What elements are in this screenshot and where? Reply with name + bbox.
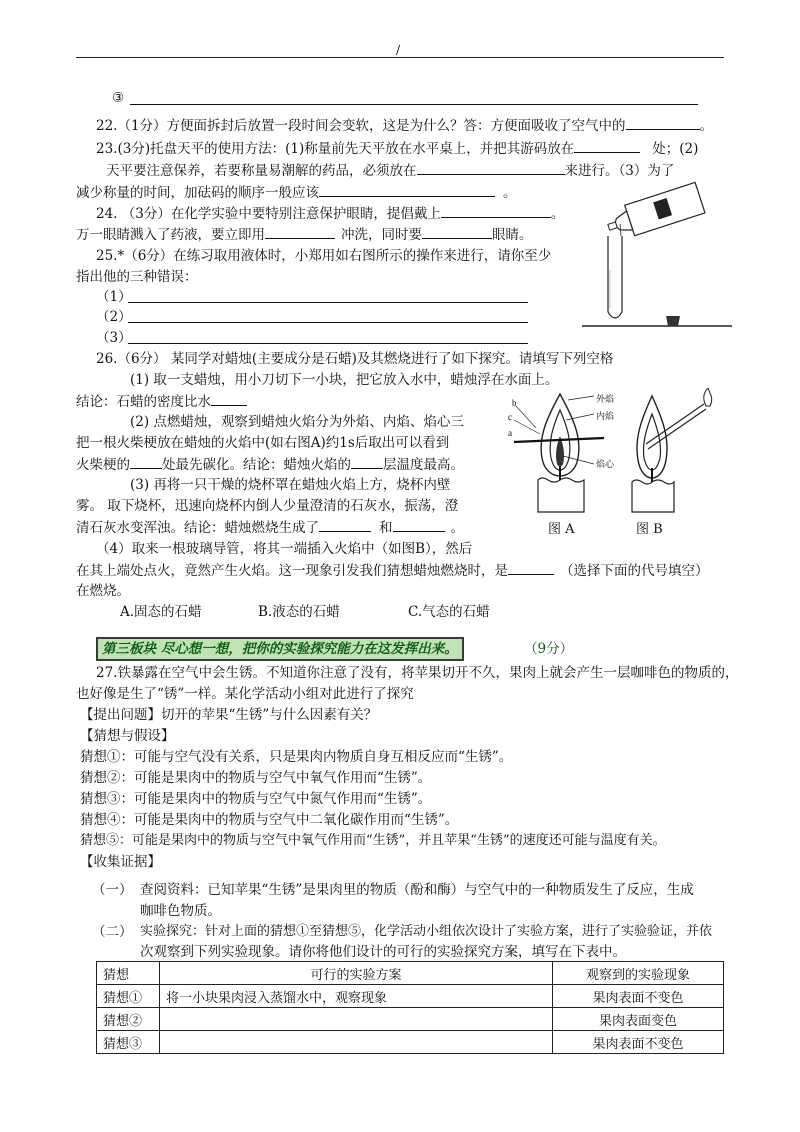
- q26-2-blank1[interactable]: [130, 454, 162, 469]
- experiment-table: [96, 961, 724, 1054]
- q27-ask: 【提出问题】切开的苹果“生锈”与什么因素有关？: [80, 707, 378, 723]
- q22: 22.（1分）方便面拆封后放置一段时间会变软，这是为什么？答：方便面吸收了空气中的 。: [96, 115, 713, 136]
- header-hypothesis: 猜想: [97, 962, 160, 985]
- q26-1: (1) 取一支蜡烛，用小刀切下一小块，把它放入水中，蜡烛浮在水面上。: [130, 372, 559, 388]
- q26-1-blank[interactable]: [211, 391, 247, 406]
- q27-e2b: 次观察到下列实验现象。请你将他们设计的可行的实验探究方案，填写在下表中。: [140, 944, 626, 960]
- header-plan: 可行的实验方案: [160, 962, 553, 985]
- q24-blank2[interactable]: [265, 224, 335, 239]
- q27-guess4: 猜想④：可能是果肉中的物质与空气中二氧化碳作用而“生锈”。: [80, 812, 459, 828]
- q27-guess3: 猜想③：可能是果肉中的物质与空气中氮气作用而“生锈”。: [80, 791, 432, 807]
- q24-blank1[interactable]: [441, 203, 551, 218]
- header-observation: 观察到的实验现象: [553, 962, 724, 985]
- q27-guess2: 猜想②：可能是果肉中的物质与空气中氧气作用而“生锈”。: [80, 770, 432, 786]
- q26-intro: 26.（6分） 某同学对蜡烛(主要成分是石蜡)及其燃烧进行了如下探究。请填写下列空格: [96, 351, 614, 367]
- q27-e1b: 咖啡色物质。: [140, 903, 221, 919]
- q23-line1: 23.(3分)托盘天平的使用方法：(1)称量前先天平放在水平桌上，并把其游码放在 处；(2): [96, 138, 698, 159]
- q25-2-blank[interactable]: [128, 322, 528, 323]
- option-a: A.固态的石蜡: [120, 604, 202, 620]
- section3-score: （9分）: [524, 641, 574, 657]
- q23-blank1[interactable]: [574, 138, 640, 153]
- table-row: [97, 1031, 724, 1054]
- label-a: a: [508, 428, 512, 438]
- q25-line1: 25.*（6分）在练习取用液体时，小郑用如右图所示的操作来进行，请你至少: [96, 248, 552, 264]
- q27-p2: 也好像是生了“锈”一样。某化学活动小组对此进行了探究: [76, 686, 414, 702]
- pouring-figure: [582, 180, 732, 330]
- section3-title: 第三板块 尽心想一想，把你的实验探究能力在这发挥出来。: [96, 637, 464, 661]
- label-c: c: [508, 412, 512, 422]
- q23-line3: 减少称量的时间，加砝码的顺序一般应该 。: [76, 182, 517, 203]
- q27-evidence: 【收集证据】: [80, 854, 161, 870]
- q27-e2a: 实验探究：针对上面的猜想①至猜想⑤，化学活动小组依次设计了实验方案，进行了实验验证，并依: [140, 924, 713, 939]
- q24-line1: 24. （3分）在化学实验中要特别注意保护眼睛，提倡戴上 。: [96, 203, 564, 224]
- q26-4a: （4）取来一根玻璃导管，将其一端插入火焰中（如图B），然后: [96, 541, 473, 557]
- header-rule: [76, 57, 724, 58]
- q26-4-blank[interactable]: [508, 560, 554, 575]
- label-flame-core: 焰心: [596, 460, 615, 470]
- q25-2-label: （2）: [96, 309, 132, 325]
- q23-blank3[interactable]: [319, 182, 495, 197]
- q27-e1a: 查阅资料：已知苹果“生锈”是果肉里的物质（酚和酶）与空气中的一种物质发生了反应，生成: [140, 882, 694, 898]
- cell-hypothesis: 猜想①: [97, 985, 160, 1008]
- candle-figure-b: [622, 388, 722, 514]
- q25-1-blank[interactable]: [128, 302, 528, 303]
- q27-e1-num: （一）: [92, 882, 133, 898]
- q27-p1: 27.铁暴露在空气中会生锈。不知道你注意了没有，将苹果切开不久，果肉上就会产生一层咖啡色的物质的，: [96, 665, 739, 681]
- cell-hypothesis: 猜想③: [97, 1031, 160, 1054]
- q26-4b: 在其上端处点火，竟然产生火焰。这一现象引发我们猜想蜡烛燃烧时，是 （选择下面的代号填空）: [76, 560, 709, 581]
- cell-plan-blank[interactable]: [160, 1031, 553, 1054]
- q24-line2: 万一眼睛溅入了药液，要立即用 冲洗，同时要 眼睛。: [76, 224, 533, 245]
- cell-plan-blank[interactable]: [160, 1008, 553, 1031]
- q26-3-blank2[interactable]: [393, 517, 445, 532]
- cell-hypothesis: 猜想②: [97, 1008, 160, 1031]
- q25-3-label: （3）: [96, 330, 132, 346]
- label-inner-flame: 内焰: [596, 412, 615, 422]
- table-row: [97, 1008, 724, 1031]
- q26-3c: 清石灰水变浑浊。结论：蜡烛燃烧生成了 和 。: [76, 517, 464, 538]
- q26-3-blank1[interactable]: [319, 517, 371, 532]
- q26-3a: (3) 再将一只干燥的烧杯罩在蜡烛火焰上方，烧杯内壁: [130, 477, 451, 493]
- q26-4c: 在燃烧。: [76, 583, 130, 599]
- cell-observation: 果肉表面变色: [553, 1008, 724, 1031]
- q23-blank2[interactable]: [417, 160, 565, 175]
- q22-blank[interactable]: [626, 115, 700, 130]
- q21-3-blank[interactable]: [130, 104, 698, 105]
- candle-figure-a: [508, 386, 618, 514]
- cell-observation: 果肉表面不变色: [553, 1031, 724, 1054]
- figure-b-label: 图 B: [636, 522, 663, 537]
- q26-2b: 把一根火柴梗放在蜡烛的火焰中(如右图A)约1s后取出可以看到: [76, 435, 450, 451]
- option-c: C.气态的石蜡: [408, 604, 490, 620]
- q24-blank3[interactable]: [422, 224, 492, 239]
- q26-3b: 雾。 取下烧杯，迅速向烧杯内倒人少量澄清的石灰水，振荡，澄: [76, 498, 459, 514]
- q26-2a: (2) 点燃蜡烛，观察到蜡烛火焰分为外焰、内焰、焰心三: [130, 414, 464, 430]
- q26-2-blank2[interactable]: [351, 454, 383, 469]
- q26-1-conclusion: 结论：石蜡的密度比水: [76, 391, 247, 412]
- q27-e2-num: （二）: [92, 924, 133, 940]
- cell-observation: 果肉表面不变色: [553, 985, 724, 1008]
- figure-a-label: 图 A: [548, 522, 575, 537]
- table-row: [97, 985, 724, 1008]
- q25-line2: 指出他的三种错误：: [76, 269, 198, 285]
- cell-plan: 将一小块果肉浸入蒸馏水中，观察现象: [160, 985, 553, 1008]
- label-b: b: [512, 398, 517, 408]
- q27-guess1: 猜想①：可能与空气没有关系，只是果肉内物质自身互相反应而“生锈”。: [80, 749, 513, 765]
- table-header-row: [97, 962, 724, 985]
- label-outer-flame: 外焰: [596, 395, 615, 405]
- q26-2c: 火柴梗的 处最先碳化。结论：蜡烛火焰的 层温度最高。: [76, 454, 464, 475]
- q27-guess5: 猜想⑤：可能是果肉中的物质与空气中氧气作用而“生锈”，并且苹果“生锈”的速度还可能与温度有关。: [80, 833, 666, 848]
- q23-line2: 天平要注意保养，若要称量易潮解的药品，必须放在 来进行。（3）为了: [106, 160, 674, 181]
- option-b: B.液态的石蜡: [258, 604, 340, 620]
- q25-1-label: （1）: [96, 289, 132, 305]
- q21-3-label: ③: [112, 90, 125, 106]
- q27-hyp: 【猜想与假设】: [80, 728, 175, 744]
- q25-3-blank[interactable]: [128, 343, 528, 344]
- header-mark: /: [396, 43, 401, 57]
